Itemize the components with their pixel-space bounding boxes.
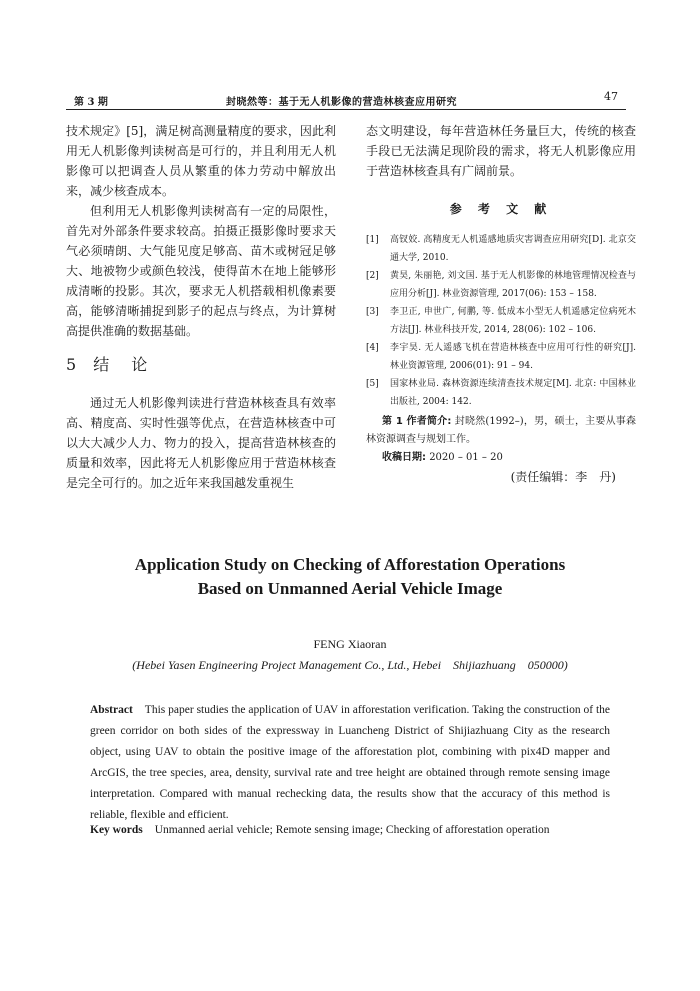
english-affiliation: (Hebei Yasen Engineering Project Management Co., Ltd., Hebei Shijiazhuang 050000): [132, 658, 568, 672]
english-title-line: Application Study on Checking of Afforestation Operations: [134, 555, 566, 574]
received-date: 2020 – 01 – 20: [429, 452, 503, 463]
running-title: 封晓然等：基于无人机影像的营造林核查应用研究: [226, 97, 457, 108]
reference-text: 国家林业局. 森林资源连续清查技术规定[M]. 北京: 中国林业出版社, 2004: 142.: [390, 379, 636, 407]
reference-text: 李宇昊. 无人遥感飞机在营造林核查中应用可行性的研究[J]. 林业资源管理, 2006(01): 91 – 94.: [390, 343, 636, 371]
right-column: [366, 121, 636, 487]
editor-note: (责任编辑：李 丹): [510, 470, 616, 484]
bio-text: 封晓然(1992–)，男，硕士，主要从事森林资源调查与规划工作。: [366, 416, 636, 445]
running-header: [66, 90, 626, 108]
reference-number: [5]: [366, 379, 379, 389]
body-paragraph: 通过无人机影像判读进行营造林核查具有效率高、精度高、实时性强等优点，在营造林核查中可以大大减少人力、物力的投入，提高营造林核查的质量和效率，因此将无人机影像应用于营造林核查是完全可行的。加之近年来我国越发重视生: [66, 396, 336, 490]
english-abstract: [90, 700, 610, 826]
reference-item: [366, 231, 636, 267]
english-title: [66, 553, 634, 601]
section-heading: [66, 355, 336, 375]
reference-text: 高钗姣. 高精度无人机遥感地质灾害调查应用研究[D]. 北京交通大学, 2010.: [390, 235, 636, 263]
reference-item: [366, 267, 636, 303]
references-list: [366, 231, 636, 411]
reference-number: [4]: [366, 343, 379, 353]
references-heading: 参 考 文 献: [449, 202, 553, 216]
keywords-text: Unmanned aerial vehicle; Remote sensing image; Checking of afforestation operation: [154, 824, 550, 836]
section-number: 5: [66, 355, 80, 374]
bio-label: 第 1 作者简介:: [382, 416, 452, 427]
keywords-label: Key words: [90, 824, 143, 836]
author-bio: [366, 413, 636, 449]
reference-text: 黄昊, 朱丽艳, 刘文国. 基于无人机影像的林地管理情况检查与应用分析[J]. 林业资源管理, 2017(06): 153 – 158.: [390, 271, 636, 299]
reference-number: [2]: [366, 271, 379, 281]
body-paragraph: 技术规定》[5]，满足树高测量精度的要求，因此利用无人机影像判读树高是可行的，并且利用无人机影像可以把调查人员从繁重的体力劳动中解放出来，减少核查成本。: [66, 124, 336, 198]
page-number: 47: [604, 90, 618, 103]
abstract-label: Abstract: [90, 704, 133, 716]
received-label: 收稿日期:: [382, 452, 426, 463]
header-rule: [66, 109, 626, 110]
reference-item: [366, 303, 636, 339]
received-date-line: [366, 449, 636, 467]
reference-number: [1]: [366, 235, 379, 245]
body-paragraph: 但利用无人机影像判读树高有一定的局限性，首先对外部条件要求较高。拍摄正摄影像时要求天气必须晴朗、大气能见度足够高、苗木或树冠足够大、地被物少或颜色较浅，使得苗木在地上能够形成清晰的投影。其次，要求无人机搭载相机像素要高，能够清晰捕捉到影子的起点与终点，为计算树高提供准确的数据基础。: [66, 204, 336, 338]
english-title-line: Based on Unmanned Aerial Vehicle Image: [197, 579, 503, 598]
body-paragraph: 态文明建设，每年营造林任务量巨大，传统的核查手段已无法满足现阶段的需求，将无人机影像应用于营造林核查具有广阔前景。: [366, 124, 636, 178]
reference-text: 李卫正, 申世广, 何鹏, 等. 低成本小型无人机遥感定位病死木方法[J]. 林业科技开发, 2014, 28(06): 102 – 106.: [390, 307, 636, 335]
left-column: [66, 121, 336, 493]
reference-number: [3]: [366, 307, 379, 317]
english-author: FENG Xiaoran: [313, 637, 387, 651]
issue-number: 第 3 期: [74, 97, 108, 108]
section-title: 结 论: [93, 355, 151, 374]
abstract-text: This paper studies the application of UAV in afforestation verification. Taking the construction of the green corridor on both sides of the expressway in Luancheng District of Shijiazhuang City as the research object, using UAV to obtain the positive image of the afforestation plot, combining with pix4D mapper and ArcGIS, the tree species, area, density, survival rate and tree height are obtained through remote sensing image interpretation. Compared with manual rechecking data, the results show that the accuracy of this method is reliable, flexible and efficient.: [90, 704, 610, 821]
english-keywords: [90, 820, 610, 840]
reference-item: [366, 375, 636, 411]
reference-item: [366, 339, 636, 375]
